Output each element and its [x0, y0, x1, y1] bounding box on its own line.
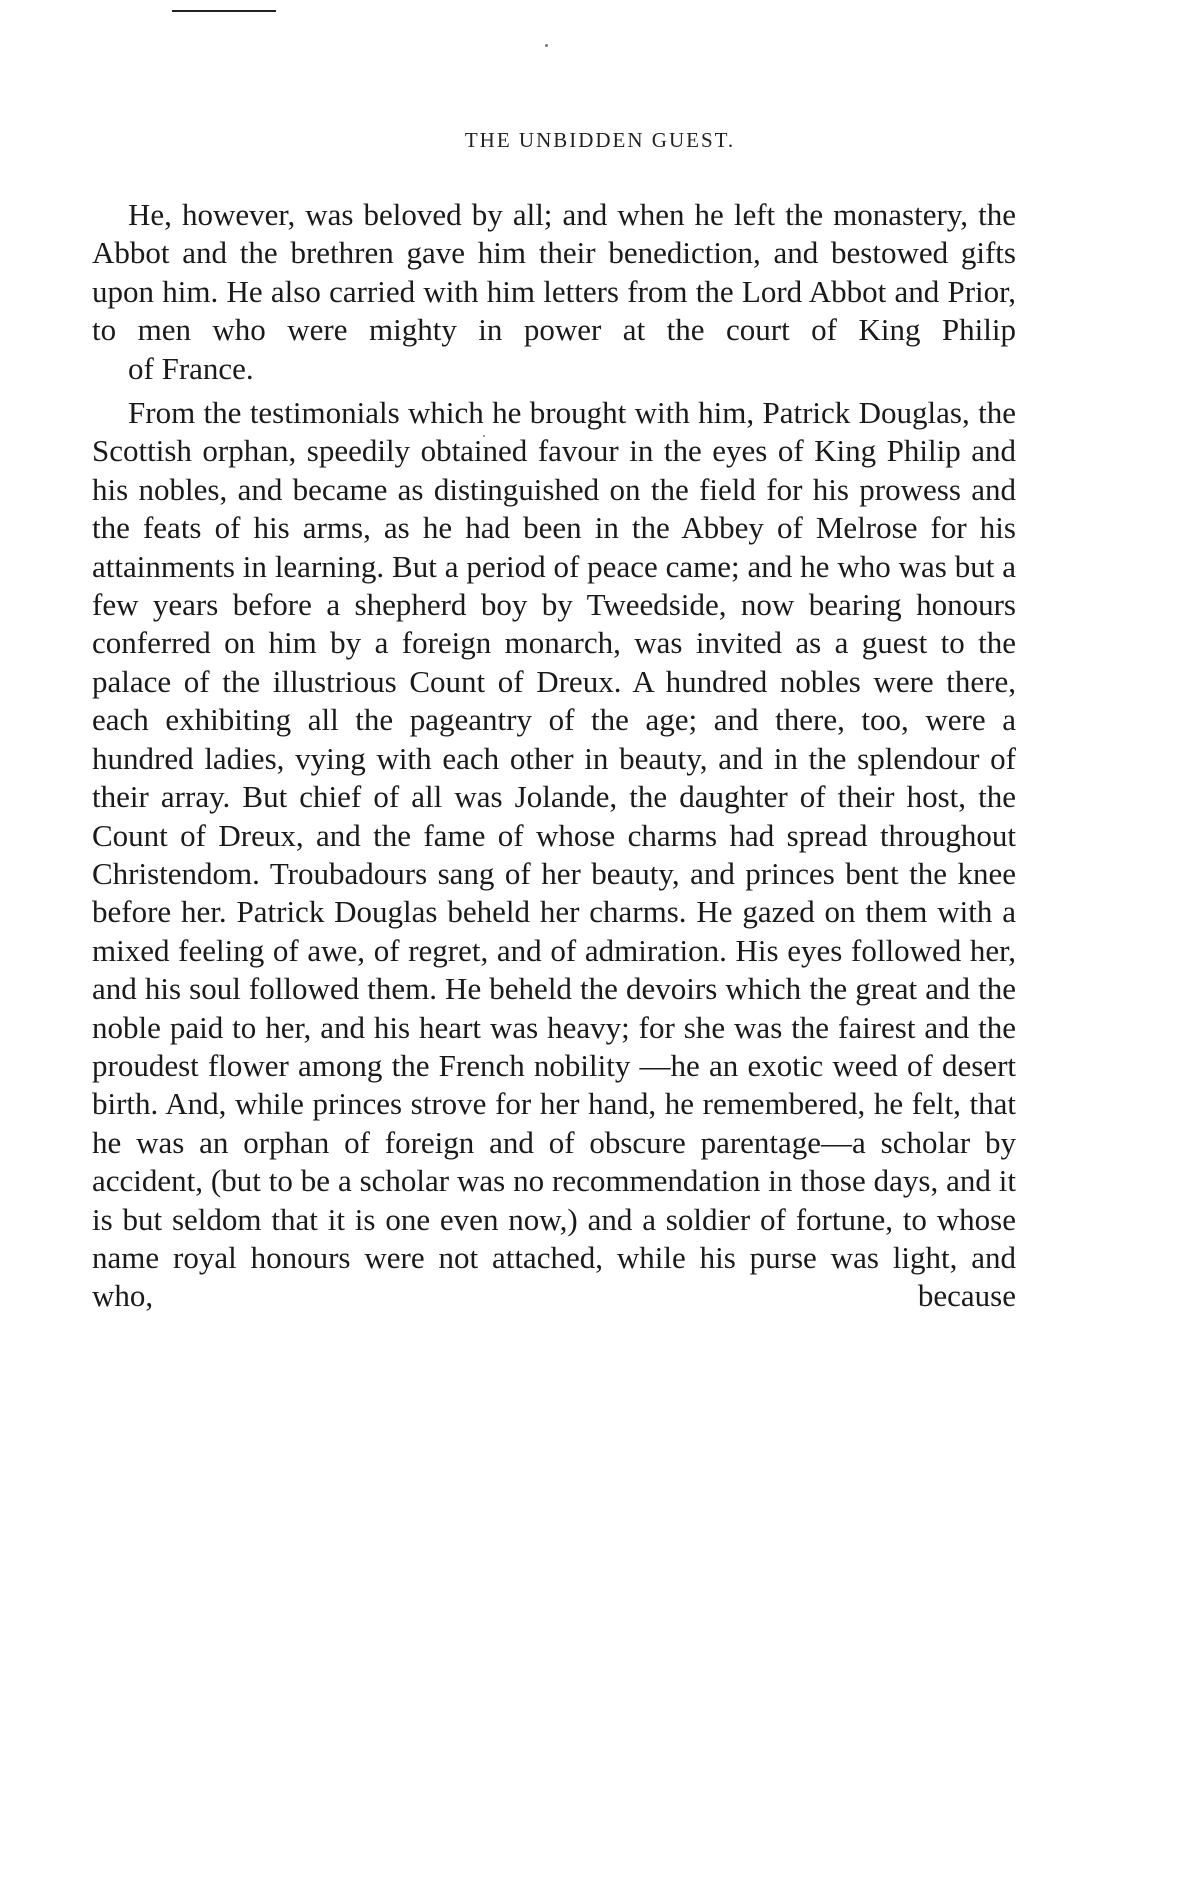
ink-speck [545, 44, 548, 47]
top-rule [172, 10, 276, 12]
running-head: THE UNBIDDEN GUEST. [464, 128, 736, 152]
body-text [92, 196, 1016, 1316]
paragraph-1-text: He, however, was beloved by all; and when he left the monastery, the Abbot and the brethren gave him their benediction, and bestowed gifts upon him. He also carried with him letters from the Lord Abbot and Prior, to men who were mighty in power at the court of King Philip [92, 197, 1016, 348]
paragraph-2: From the testimonials which he brought with him, Patrick Douglas, the Scottish orphan, speedily obtained favour in the eyes of King Philip and his nobles, and became as distinguished on the field for his prowess and the feats of his arms, as he had been in the Abbey of Melrose for his attainments in learning. But a period of peace came; and he who was but a few years before a shepherd boy by Tweedside, now bearing honours conferred on him by a foreign monarch, was invited as a guest to the palace of the illustrious Count of Dreux. A hundred nobles were there, each exhibiting all the pageantry of the age; and there, too, were a hundred ladies, vying with each other in beauty, and in the splendour of their array. But chief of all was Jolande, the daughter of their host, the Count of Dreux, and the fame of whose charms had spread throughout Christendom. Troubadours sang of her beauty, and princes bent the knee before her. Patrick Douglas beheld her charms. He gazed on them with a mixed feeling of awe, of regret, and of admiration. His eyes followed her, and his soul followed them. He beheld the devoirs which the great and the noble paid to her, and his heart was heavy; for she was the fairest and the proudest flower among the French nobility —he an exotic weed of desert birth. And, while princes strove for her hand, he remembered, he felt, that he was an orphan of foreign and of obscure parentage—a scholar by accident, (but to be a scholar was no recommendation in those days, and it is but seldom that it is one even now,) and a soldier of fortune, to whose name royal honours were not attached, while his purse was light, and who, because [92, 395, 1016, 1314]
paragraph-1-last-line: of France. [128, 350, 254, 386]
paragraph-1 [92, 196, 1016, 388]
